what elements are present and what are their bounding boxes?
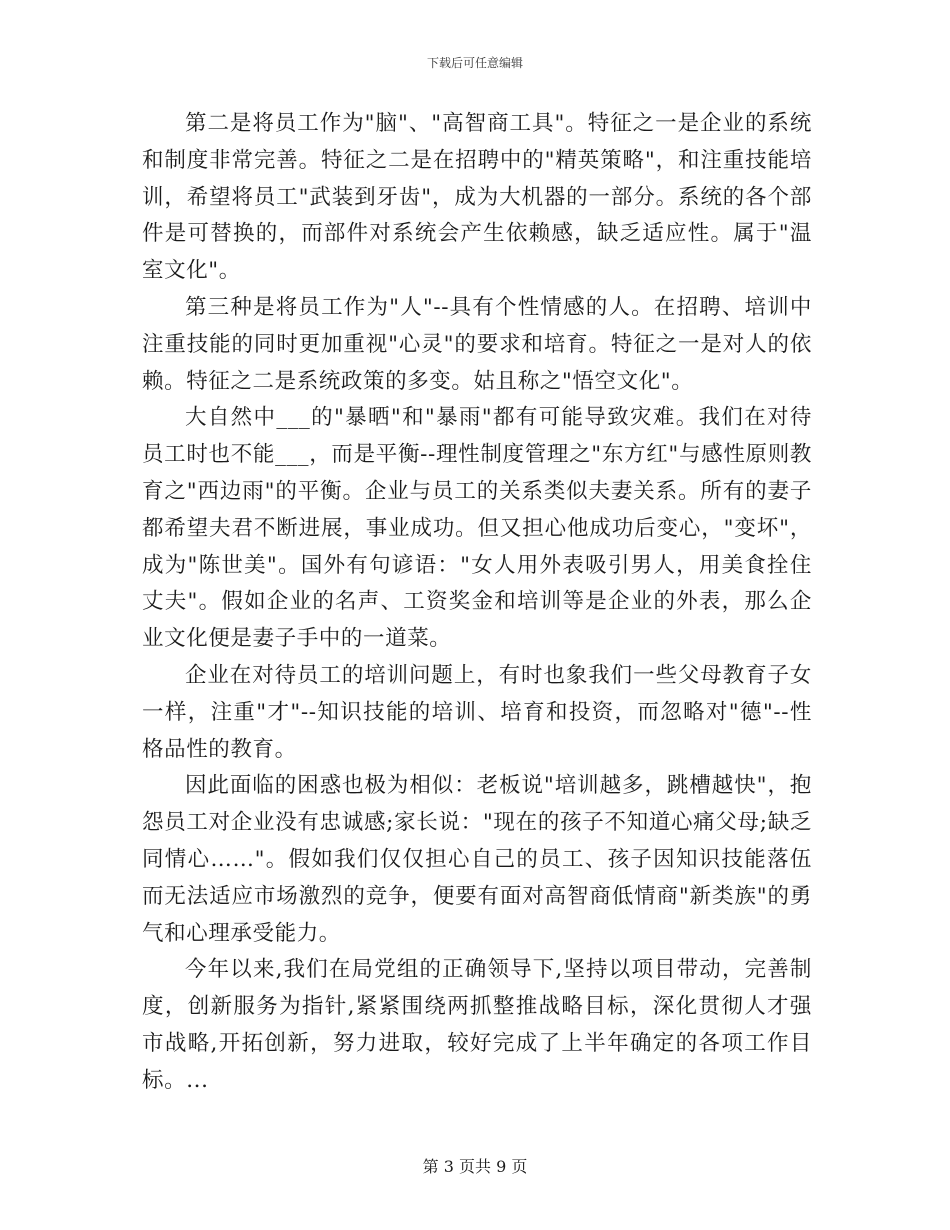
paragraph-5: 因此面临的困惑也极为相似：老板说"培训越多，跳槽越快"，抱怨员工对企业没有忠诚感;家长说："现在的孩子不知道心痛父母;缺乏同情心……"。假如我们仅仅担心自己的员工、孩子因知识技能落伍而无法适应市场激烈的竞争，便要有面对高智商低情商"新类族"的勇气和心理承受能力。 <box>142 773 812 946</box>
page-footer: 第 3 页共 9 页 <box>422 1157 528 1176</box>
paragraph-3: 大自然中___的"暴晒"和"暴雨"都有可能导致灾难。我们在对待员工时也不能___，而是平衡--理性制度管理之"东方红"与感性原则教育之"西边雨"的平衡。企业与员工的关系类似夫妻关系。所有的妻子都希望夫君不断进展，事业成功。但又担心他成功后变心，"变坏"，成为"陈世美"。国外有句谚语："女人用外表吸引男人，用美食拴住丈夫"。假如企业的名声、工资奖金和培训等是企业的外表，那么企业文化便是妻子手中的一道菜。 <box>142 405 812 652</box>
paragraph-4: 企业在对待员工的培训问题上，有时也象我们一些父母教育子女一样，注重"才"--知识技能的培训、培育和投资，而忽略对"德"--性格品性的教育。 <box>142 662 812 762</box>
paragraph-1: 第二是将员工作为"脑"、"高智商工具"。特征之一是企业的系统和制度非常完善。特征之二是在招聘中的"精英策略"，和注重技能培训，希望将员工"武装到牙齿"，成为大机器的一部分。系统的各个部件是可替换的，而部件对系统会产生依赖感，缺乏适应性。属于"温室文化"。 <box>142 111 812 284</box>
paragraph-2: 第三种是将员工作为"人"--具有个性情感的人。在招聘、培训中注重技能的同时更加重视"心灵"的要求和培育。特征之一是对人的依赖。特征之二是系统政策的多变。姑且称之"悟空文化"。 <box>142 294 812 394</box>
document-body <box>142 106 812 1100</box>
page-header: 下载后可任意编辑 <box>426 56 523 70</box>
paragraph-6: 今年以来,我们在局党组的正确领导下,坚持以项目带动，完善制度，创新服务为指针,紧紧围绕两抓整推战略目标，深化贯彻人才强市战略,开拓创新，努力进取，较好完成了上半年确定的各项工作目标。... <box>142 957 812 1093</box>
